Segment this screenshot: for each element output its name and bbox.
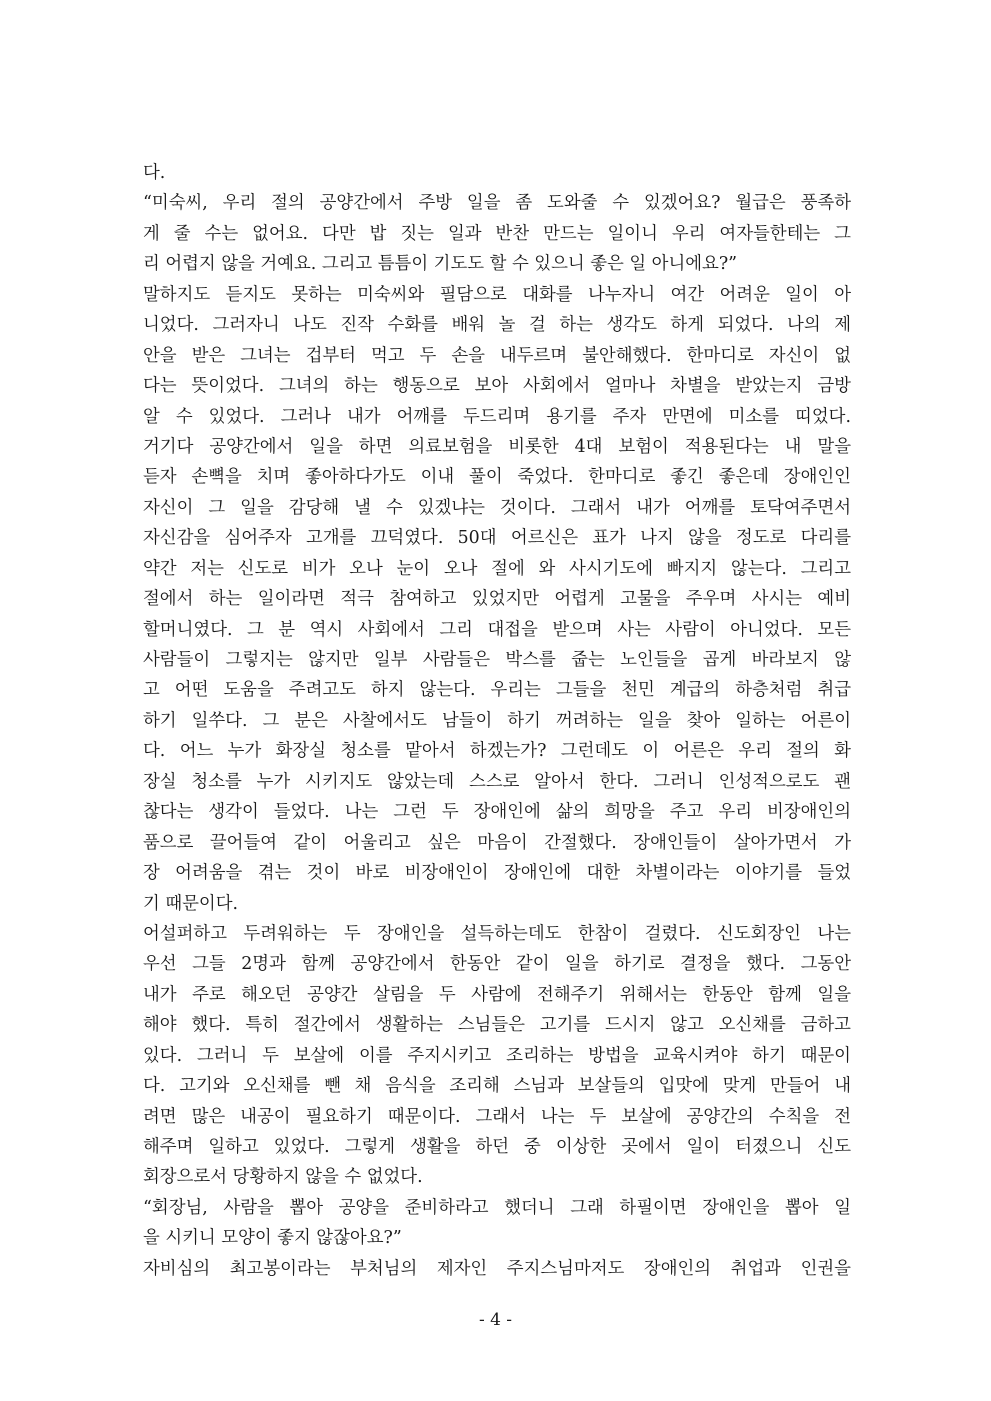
text-line: 듣자 손뼉을 치며 좋아하다가도 이내 풀이 죽었다. 한마디로 좋긴 좋은데 장애인인 (143, 467, 851, 488)
text-line: 리 어렵지 않을 거예요. 그리고 틈틈이 기도도 할 수 있으니 좋은 일 아니에요?” (143, 254, 738, 275)
text-line: 약간 저는 신도로 비가 오나 눈이 오나 절에 와 사시기도에 빠지지 않는다. 그리고 (143, 558, 851, 579)
text-line: 어설퍼하고 두려워하는 두 장애인을 설득하는데도 한참이 걸렸다. 신도회장인 나는 (143, 923, 851, 944)
text-line: “회장님, 사람을 뽑아 공양을 준비하라고 했더니 그래 하필이면 장애인을 뽑아 일 (143, 1197, 851, 1218)
text-line: 고 어떤 도움을 주려고도 하지 않는다. 우리는 그들을 천민 계급의 하층처럼 취급 (143, 680, 851, 701)
text-line: 하기 일쑤다. 그 분은 사찰에서도 남들이 하기 꺼려하는 일을 찾아 일하는 어른이 (143, 710, 851, 731)
text-line: 찮다는 생각이 들었다. 나는 그런 두 장애인에 삶의 희망을 주고 우리 비장애인의 (143, 802, 851, 823)
text-line: 말하지도 듣지도 못하는 미숙씨와 필담으로 대화를 나누자니 여간 어려운 일이 아 (143, 284, 851, 305)
page-number: - 4 - (478, 1310, 513, 1330)
text-line: 다. (143, 163, 166, 183)
text-line: 알 수 있었다. 그러나 내가 어깨를 두드리며 용기를 주자 만면에 미소를 띠었다. (143, 406, 851, 427)
text-line: “미숙씨, 우리 절의 공양간에서 주방 일을 좀 도와줄 수 있겠어요? 월급은 풍족하 (143, 193, 851, 214)
text-line: 게 줄 수는 없어요. 다만 밥 짓는 일과 반찬 만드는 일이니 우리 여자들한테는 그 (143, 223, 851, 244)
text-line: 우선 그들 2명과 함께 공양간에서 한동안 같이 일을 하기로 결정을 했다. 그동안 (143, 954, 851, 975)
text-line: 다는 뜻이었다. 그녀의 하는 행동으로 보아 사회에서 얼마나 차별을 받았는지 금방 (143, 376, 851, 397)
body-text (143, 158, 851, 1284)
text-line: 을 시키니 모양이 좋지 않잖아요?” (143, 1228, 402, 1249)
text-line: 자신이 그 일을 감당해 낼 수 있겠냐는 것이다. 그래서 내가 어깨를 토닥여주면서 (143, 497, 851, 518)
text-line: 할머니였다. 그 분 역시 사회에서 그리 대접을 받으며 사는 사람이 아니었다. 모든 (143, 619, 851, 640)
text-line: 니었다. 그러자니 나도 진작 수화를 배워 놀 걸 하는 생각도 하게 되었다. 나의 제 (143, 315, 851, 336)
text-line: 다. 어느 누가 화장실 청소를 맡아서 하겠는가? 그런데도 이 어른은 우리 절의 화 (143, 741, 851, 762)
text-line: 품으로 끌어들여 같이 어울리고 싶은 마음이 간절했다. 장애인들이 살아가면서 가 (143, 832, 851, 853)
text-line: 절에서 하는 일이라면 적극 참여하고 있었지만 어렵게 고물을 주우며 사시는 예비 (143, 589, 851, 610)
text-line: 장실 청소를 누가 시키지도 않았는데 스스로 알아서 한다. 그러니 인성적으로도 괜 (143, 771, 851, 792)
text-line: 회장으로서 당황하지 않을 수 없었다. (143, 1167, 423, 1188)
text-line: 해야 했다. 특히 절간에서 생활하는 스님들은 고기를 드시지 않고 오신채를 금하고 (143, 1015, 851, 1036)
text-line: 안을 받은 그녀는 겁부터 먹고 두 손을 내두르며 불안해했다. 한마디로 자신이 없 (143, 345, 851, 366)
text-line: 사람들이 그렇지는 않지만 일부 사람들은 박스를 줍는 노인들을 곱게 바라보지 않 (143, 650, 851, 670)
text-line: 자비심의 최고봉이라는 부처님의 제자인 주지스님마저도 장애인의 취업과 인권을 (143, 1258, 851, 1279)
text-line: 려면 많은 내공이 필요하기 때문이다. 그래서 나는 두 보살에 공양간의 수칙을 전 (143, 1106, 851, 1127)
text-line: 거기다 공양간에서 일을 하면 의료보험을 비롯한 4대 보험이 적용된다는 내 말을 (143, 436, 851, 457)
text-line: 자신감을 심어주자 고개를 끄덕였다. 50대 어르신은 표가 나지 않을 정도로 다리를 (143, 528, 851, 549)
text-line: 기 때문이다. (143, 893, 239, 914)
text-line: 다. 고기와 오신채를 뺀 채 음식을 조리해 스님과 보살들의 입맛에 맞게 만들어 내 (143, 1076, 851, 1097)
text-line: 해주며 일하고 있었다. 그렇게 생활을 하던 중 이상한 곳에서 일이 터졌으니 신도 (143, 1137, 851, 1157)
text-line: 장 어려움을 겪는 것이 바로 비장애인이 장애인에 대한 차별이라는 이야기를 들었 (143, 863, 851, 884)
text-line: 있다. 그러니 두 보살에 이를 주지시키고 조리하는 방법을 교육시켜야 하기 때문이 (143, 1045, 851, 1066)
text-line: 내가 주로 해오던 공양간 살림을 두 사람에 전해주기 위해서는 한동안 함께 일을 (143, 984, 851, 1005)
